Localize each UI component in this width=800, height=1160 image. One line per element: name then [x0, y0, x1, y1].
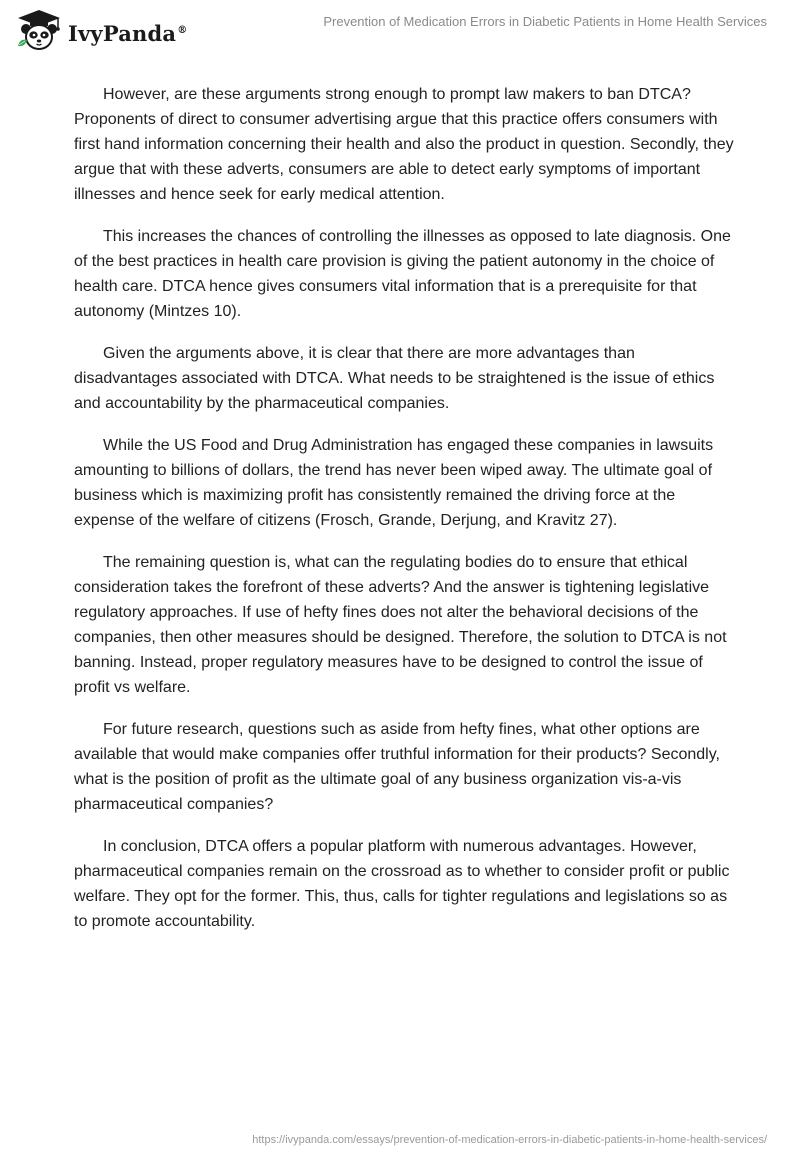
panda-graduate-icon	[14, 8, 64, 52]
document-title: Prevention of Medication Errors in Diabetic Patients in Home Health Services	[323, 14, 767, 29]
paragraph: While the US Food and Drug Administration has engaged these companies in lawsuits amounting to billions of dollars, the trend has never been wiped away. The ultimate goal of business which is maximizing profit has consistently remained the driving force at the expense of the welfare of citizens (Frosch, Grande, Derjung, and Kravitz 27).	[74, 437, 714, 529]
paragraph: In conclusion, DTCA offers a popular platform with numerous advantages. However, pharmaceutical companies remain on the crossroad as to whether to consider profit or public welfare. They opt for the former. This, thus, calls for tighter regulations and legislations so as to promote accountability.	[74, 838, 730, 930]
logo-wordmark	[68, 21, 187, 46]
paragraph: The remaining question is, what can the regulating bodies do to ensure that ethical consideration takes the forefront of these adverts? And the answer is tightening legislative regulatory approaches. If use of hefty fines does not alter the behavioral decisions of the companies, then other measures should be designed. Therefore, the solution to DTCA is not banning. Instead, proper regulatory measures have to be designed to control the issue of profit vs welfare.	[74, 554, 727, 696]
essay-body	[74, 82, 734, 951]
paragraph: Given the arguments above, it is clear that there are more advantages than disadvantages associated with DTCA. What needs to be straightened is the issue of ethics and accountability by the pharmaceutical companies.	[74, 345, 715, 412]
paragraph: For future research, questions such as aside from hefty fines, what other options are available that would make companies offer truthful information for their products? Secondly, what is the position of profit as the ultimate goal of any business organization vis-a-vis pharmaceutical companies?	[74, 721, 720, 813]
logo-name: IvyPanda	[68, 20, 177, 46]
page-header	[0, 0, 800, 60]
ivypanda-logo[interactable]	[14, 8, 187, 52]
registered-mark: ®	[177, 24, 188, 36]
paragraph: This increases the chances of controlling the illnesses as opposed to late diagnosis. One of the best practices in health care provision is giving the patient autonomy in the choice of health care. DTCA hence gives consumers vital information that is a prerequisite for that autonomy (Mintzes 10).	[74, 228, 731, 320]
source-url[interactable]: https://ivypanda.com/essays/prevention-of-medication-errors-in-diabetic-patients-in-home-health-services/	[252, 1134, 767, 1146]
paragraph: However, are these arguments strong enough to prompt law makers to ban DTCA? Proponents of direct to consumer advertising argue that this practice offers consumers with first hand information concerning their health and also the product in question. Secondly, they argue that with these adverts, consumers are able to detect early symptoms of important illnesses and hence seek for early medical attention.	[74, 86, 734, 203]
